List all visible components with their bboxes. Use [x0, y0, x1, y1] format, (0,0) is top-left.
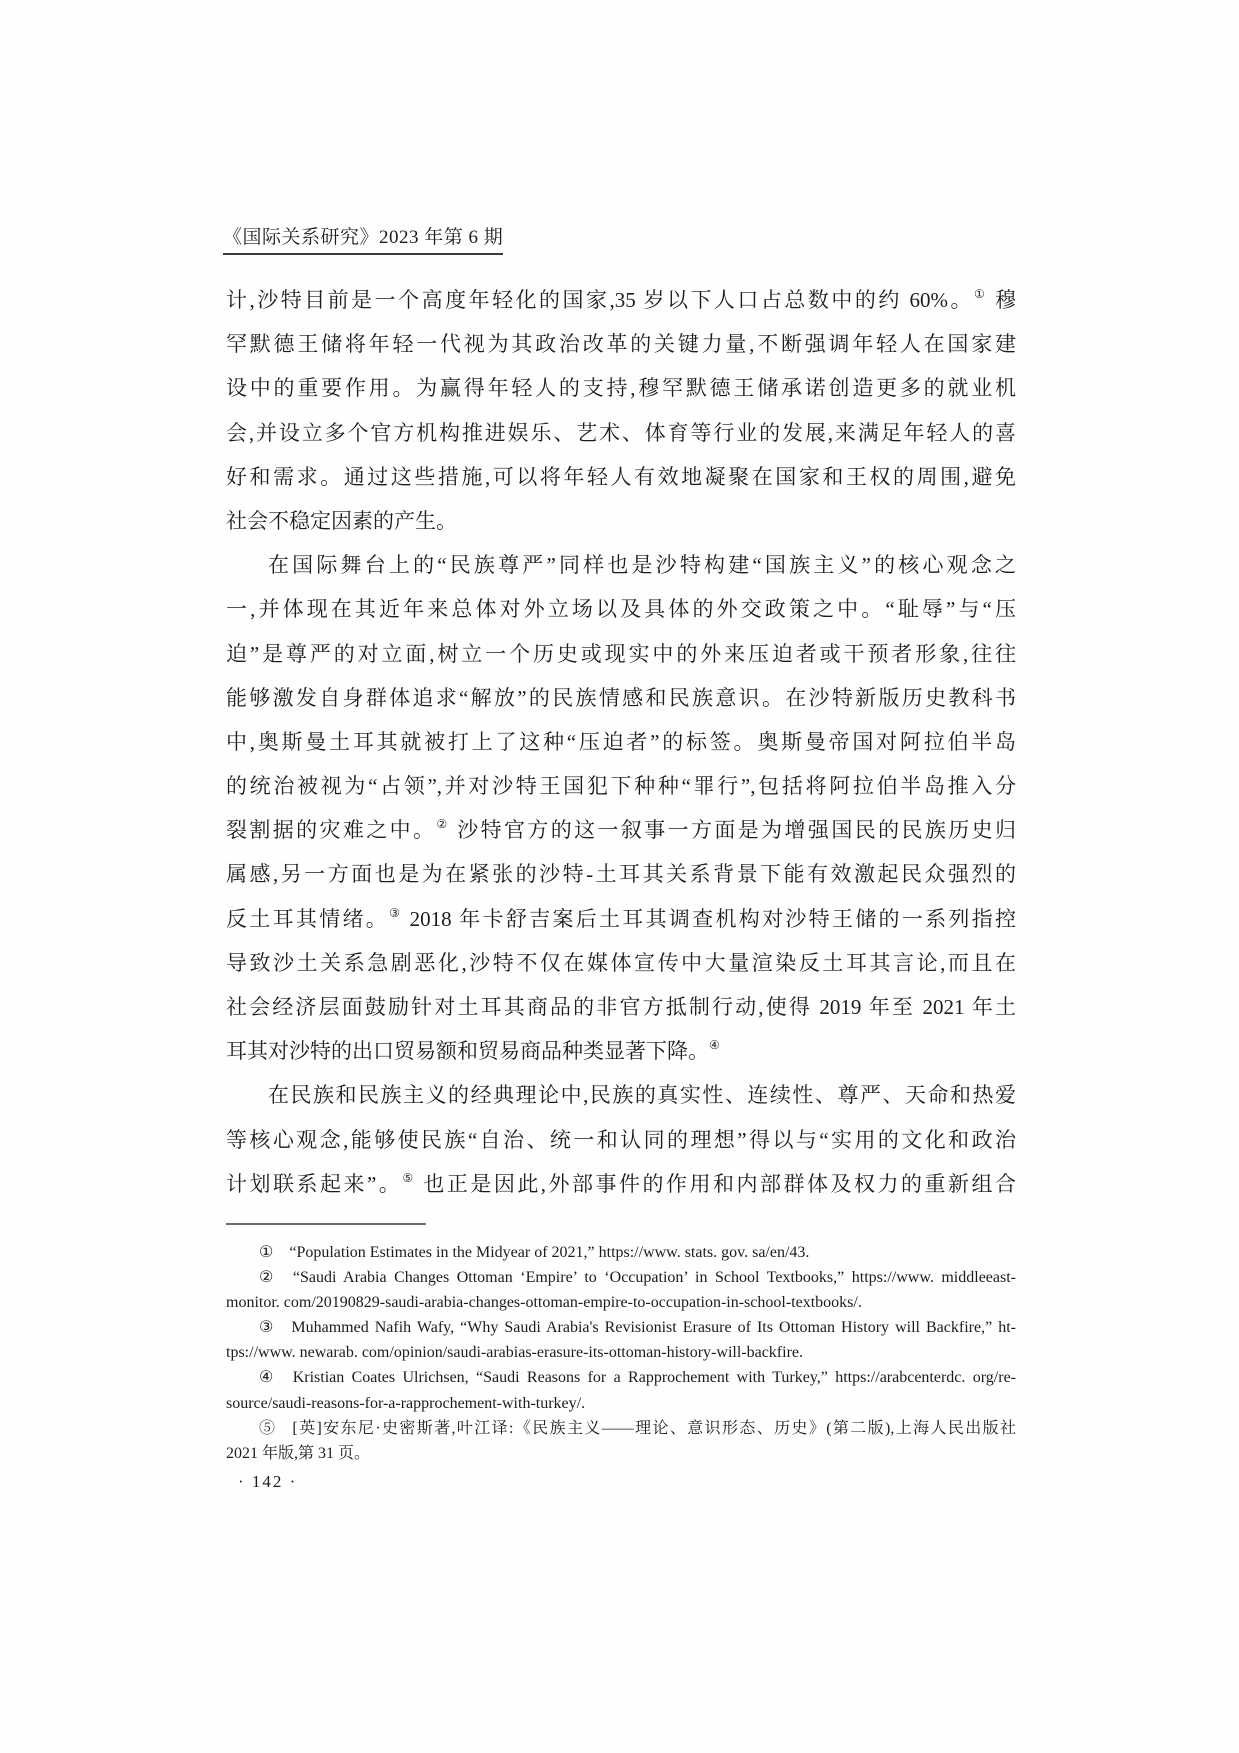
body-text-line: 好和需求。通过这些措施,可以将年轻人有效地凝聚在国家和王权的周围,避免: [226, 464, 1016, 489]
body-text-line: 中,奥斯曼土耳其就被打上了这种“压迫者”的标签。奥斯曼帝国对阿拉伯半岛: [226, 729, 1016, 754]
footnote-line: tps://www. newarab. com/opinion/saudi-arabias-erasure-its-ottoman-history-will-backfire.: [226, 1344, 804, 1362]
footnote-ref: ③: [389, 905, 403, 920]
body-text-line: 设中的重要作用。为赢得年轻人的支持,穆罕默德王储承诺创造更多的就业机: [226, 376, 1016, 401]
article-body: [226, 278, 1016, 1206]
footnote-line: ⑤ [英]安东尼·史密斯著,叶江译:《民族主义——理论、意识形态、历史》(第二版),上海人民出版社: [259, 1419, 1016, 1437]
body-text-line: 的统治被视为“占领”,并对沙特王国犯下种种“罪行”,包括将阿拉伯半岛推入分: [226, 774, 1016, 799]
body-text-line: 导致沙土关系急剧恶化,沙特不仅在媒体宣传中大量渲染反土耳其言论,而且在: [226, 950, 1016, 975]
body-text-line: 迫”是尊严的对立面,树立一个历史或现实中的外来压迫者或干预者形象,往往: [226, 641, 1016, 666]
body-text-line: 耳其对沙特的出口贸易额和贸易商品种类显著下降。④: [226, 1038, 720, 1064]
body-text-line: 一,并体现在其近年来总体对外立场以及具体的外交政策之中。“耻辱”与“压: [226, 597, 1016, 622]
body-text-line: 属感,另一方面也是为在紧张的沙特-土耳其关系背景下能有效激起民众强烈的: [226, 862, 1016, 887]
body-text-line: 社会不稳定因素的产生。: [226, 508, 457, 533]
footnote-line: ② “Saudi Arabia Changes Ottoman ‘Empire’ to ‘Occupation’ in School Textbooks,” https://www. middleeast-: [259, 1269, 1016, 1287]
footnote-line: ④ Kristian Coates Ulrichsen, “Saudi Reasons for a Rapprochement with Turkey,” https://arabcenterdc. org/re-: [259, 1369, 1016, 1387]
body-text-line: 反土耳其情绪。③ 2018 年卡舒吉案后土耳其调查机构对沙特王储的一系列指控: [226, 905, 1017, 931]
footnote-line: ① “Population Estimates in the Midyear of 2021,” https://www. stats. gov. sa/en/43.: [259, 1244, 810, 1261]
footnote-ref: ⑤: [402, 1170, 416, 1185]
body-text-line: 等核心观念,能够使民族“自治、统一和认同的理想”得以与“实用的文化和政治: [226, 1127, 1016, 1152]
body-text-line: 社会经济层面鼓励针对土耳其商品的非官方抵制行动,使得 2019 年至 2021 年土: [226, 995, 1016, 1019]
page-number: · 142 ·: [238, 1472, 298, 1491]
footnote-ref: ④: [709, 1038, 720, 1053]
footnote-ref: ②: [436, 817, 450, 832]
body-text-line: 会,并设立多个官方机构推进娱乐、艺术、体育等行业的发展,来满足年轻人的喜: [226, 420, 1016, 445]
footnote-separator: [226, 1223, 426, 1225]
body-text-line: 在民族和民族主义的经典理论中,民族的真实性、连续性、尊严、天命和热爱: [268, 1083, 1016, 1108]
footnote-line: monitor. com/20190829-saudi-arabia-changes-ottoman-empire-to-occupation-in-school-textbooks/.: [226, 1294, 862, 1312]
footnotes: [226, 1240, 1016, 1466]
body-text-line: 在国际舞台上的“民族尊严”同样也是沙特构建“国族主义”的核心观念之: [268, 553, 1016, 578]
journal-header: 《国际关系研究》2023 年第 6 期: [223, 222, 503, 255]
footnote-line: ③ Muhammed Nafih Wafy, “Why Saudi Arabia's Revisionist Erasure of Its Ottoman History will Backfire,” ht-: [259, 1319, 1016, 1337]
footnote-line: 2021 年版,第 31 页。: [226, 1444, 371, 1462]
body-text-line: 计划联系起来”。⑤ 也正是因此,外部事件的作用和内部群体及权力的重新组合: [226, 1170, 1017, 1196]
body-text-line: 罕默德王储将年轻一代视为其政治改革的关键力量,不断强调年轻人在国家建: [226, 332, 1016, 357]
body-text-line: 裂割据的灾难之中。② 沙特官方的这一叙事一方面是为增强国民的民族历史归: [226, 817, 1016, 843]
footnote-line: source/saudi-reasons-for-a-rapprochement-with-turkey/.: [226, 1394, 586, 1412]
body-text-line: 能够激发自身群体追求“解放”的民族情感和民族意识。在沙特新版历史教科书: [226, 685, 1016, 710]
footnote-ref: ①: [974, 287, 988, 301]
body-text-line: 计,沙特目前是一个高度年轻化的国家,35 岁以下人口占总数中的约 60%。① 穆: [226, 287, 1017, 312]
